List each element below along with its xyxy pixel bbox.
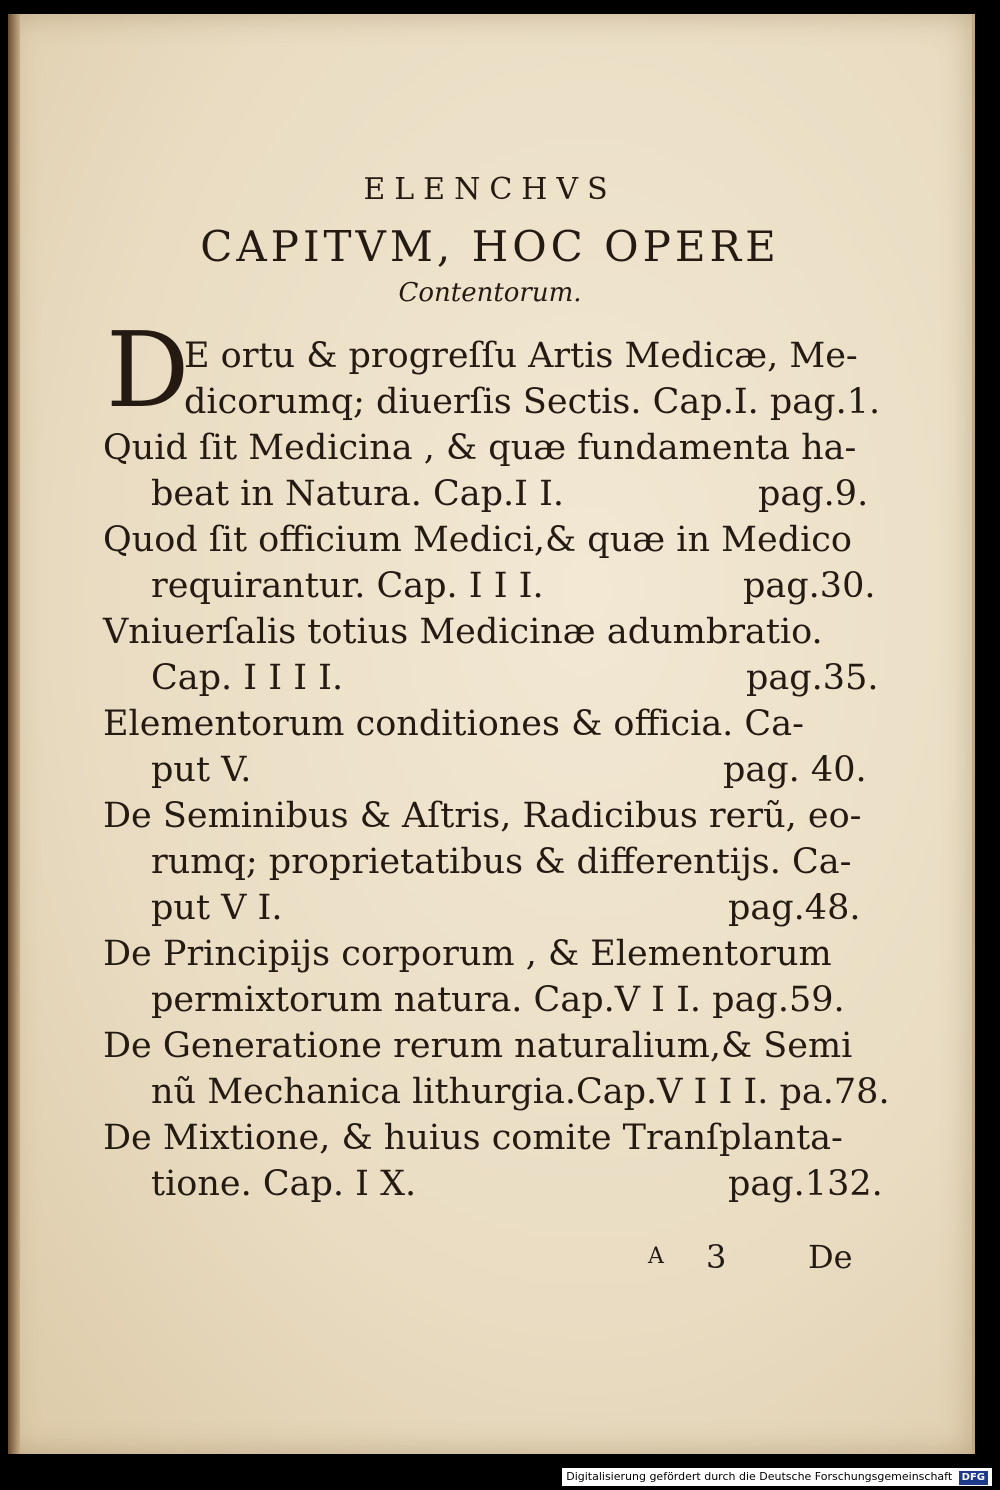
running-title: ELENCHVS: [363, 172, 617, 207]
toc-entry-9-line-2: tione. Cap. I X.: [151, 1164, 417, 1204]
credit-text: Digitalisierung gefördert durch die Deutsche Forschungsgemeinschaft: [566, 1470, 953, 1483]
toc-entry-9-page: pag.132.: [728, 1164, 883, 1204]
toc-entry-4-page: pag.35.: [746, 658, 879, 698]
toc-entry-3-line-2: requirantur. Cap. I I I.: [151, 566, 544, 606]
digitization-credit: [562, 1468, 992, 1486]
page-text: [8, 14, 972, 1454]
dfg-logo: DFG: [959, 1471, 988, 1485]
book-page: [8, 14, 975, 1454]
toc-entry-6-line-2: rumq; proprietatibus & differentijs. Ca-: [151, 842, 852, 882]
signature-number: 3: [706, 1238, 727, 1276]
main-title: CAPITVM, HOC OPERE: [200, 222, 780, 271]
toc-entry-6-line-3: put V I.: [151, 888, 283, 928]
toc-entry-9-line-1: De Mixtione, & huius comite Tranſplanta-: [103, 1118, 843, 1158]
toc-entry-8-line-2: nũ Mechanica lithurgia.Cap.V I I I. pa.78.: [151, 1072, 890, 1112]
toc-entry-3-page: pag.30.: [743, 566, 876, 606]
toc-entry-1-line-1: E ortu & progreſſu Artis Medicæ, Me-: [184, 336, 858, 376]
toc-entry-4-line-2: Cap. I I I I.: [151, 658, 344, 698]
catchword: De: [808, 1238, 853, 1276]
toc-entry-4-line-1: Vniuerſalis totius Medicinæ adumbratio.: [103, 612, 823, 652]
toc-entry-5-line-2: put V.: [151, 750, 252, 790]
toc-entry-2-line-2: beat in Natura. Cap.I I.: [151, 474, 565, 514]
toc-entry-8-line-1: De Generatione rerum naturalium,& Semi: [103, 1026, 853, 1066]
toc-entry-1-line-2: dicorumq; diuerſis Sectis. Cap.I. pag.1.: [184, 382, 881, 422]
sub-title: Contentorum.: [398, 278, 582, 308]
toc-entry-6-page: pag.48.: [728, 888, 861, 928]
toc-entry-6-line-1: De Seminibus & Aſtris, Radicibus rerũ, eo-: [103, 796, 862, 836]
toc-entry-7-line-1: De Principijs corporum , & Elementorum: [103, 934, 832, 974]
toc-entry-7-line-2: permixtorum natura. Cap.V I I. pag.59.: [151, 980, 845, 1020]
toc-entry-2-line-1: Quid ſit Medicina , & quæ fundamenta ha-: [103, 428, 857, 468]
toc-entry-5-line-1: Elementorum conditiones & officia. Ca-: [103, 704, 804, 744]
toc-entry-3-line-1: Quod ſit officium Medici,& quæ in Medico: [103, 520, 852, 560]
toc-entry-2-page: pag.9.: [758, 474, 869, 514]
signature-mark: A: [648, 1244, 664, 1269]
toc-entry-5-page: pag. 40.: [723, 750, 867, 790]
drop-capital: D: [106, 309, 190, 431]
